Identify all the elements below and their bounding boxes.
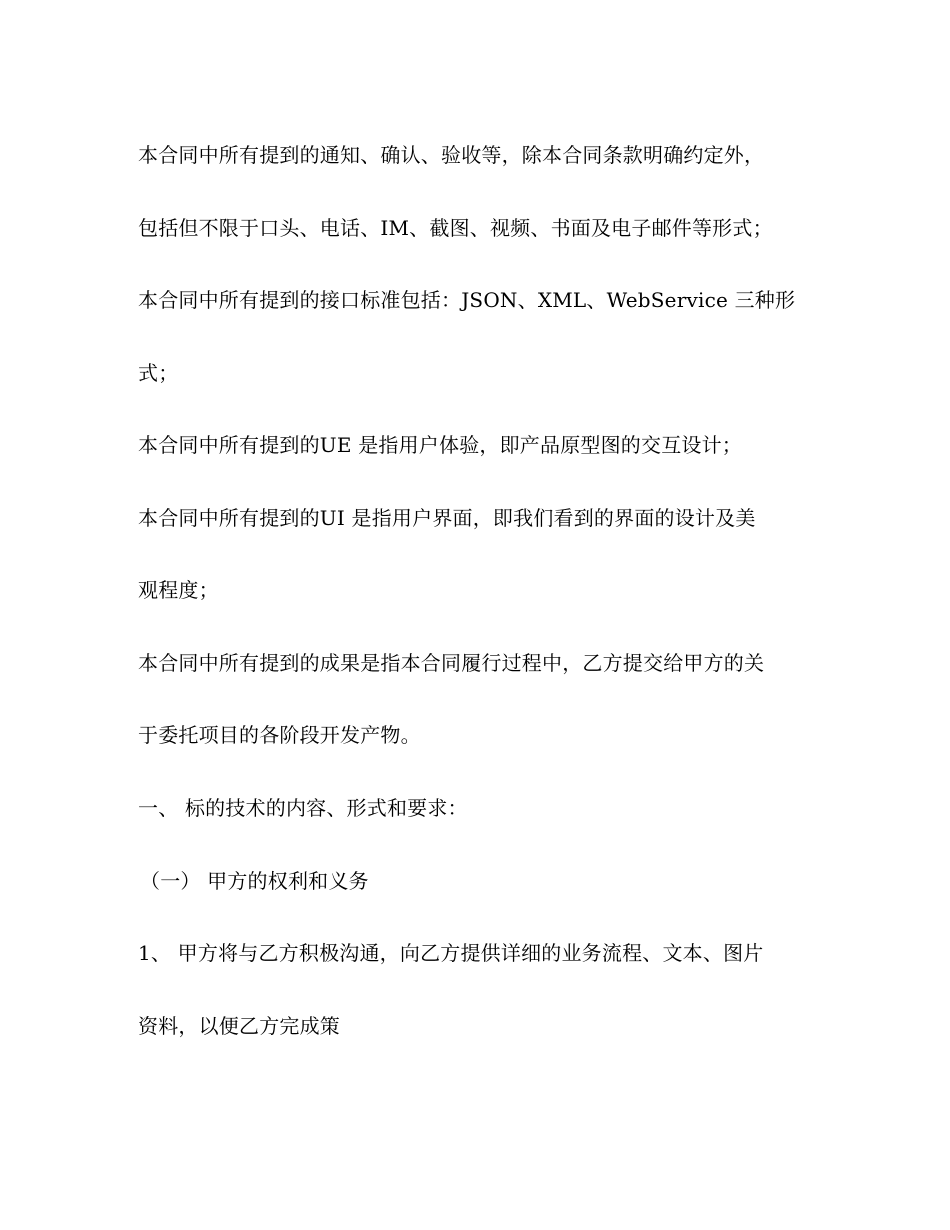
list-item-continuation: 资料，以便乙方完成策: [138, 1014, 340, 1038]
paragraph-line: 本合同中所有提到的UI 是指用户界面，即我们看到的界面的设计及美: [138, 506, 756, 530]
paragraph-line: 式；: [138, 361, 179, 385]
paragraph-line: 本合同中所有提到的接口标准包括：JSON、XML、WebService 三种形: [138, 288, 796, 312]
paragraph-line: 本合同中所有提到的成果是指本合同履行过程中，乙方提交给甲方的关: [138, 651, 765, 675]
section-heading: 一、 标的技术的内容、形式和要求：: [138, 796, 468, 820]
paragraph-line: 本合同中所有提到的UE 是指用户体验，即产品原型图的交互设计；: [138, 433, 743, 457]
paragraph-line: 本合同中所有提到的通知、确认、验收等，除本合同条款明确约定外，: [138, 143, 765, 167]
paragraph-line: 于委托项目的各阶段开发产物。: [138, 723, 421, 747]
list-item: 1、 甲方将与乙方积极沟通，向乙方提供详细的业务流程、文本、图片: [138, 941, 764, 965]
paragraph-line: 观程度；: [138, 578, 219, 602]
paragraph-line: 包括但不限于口头、电话、IM、截图、视频、书面及电子邮件等形式；: [138, 216, 773, 240]
subsection-heading: （一） 甲方的权利和义务: [140, 869, 369, 893]
